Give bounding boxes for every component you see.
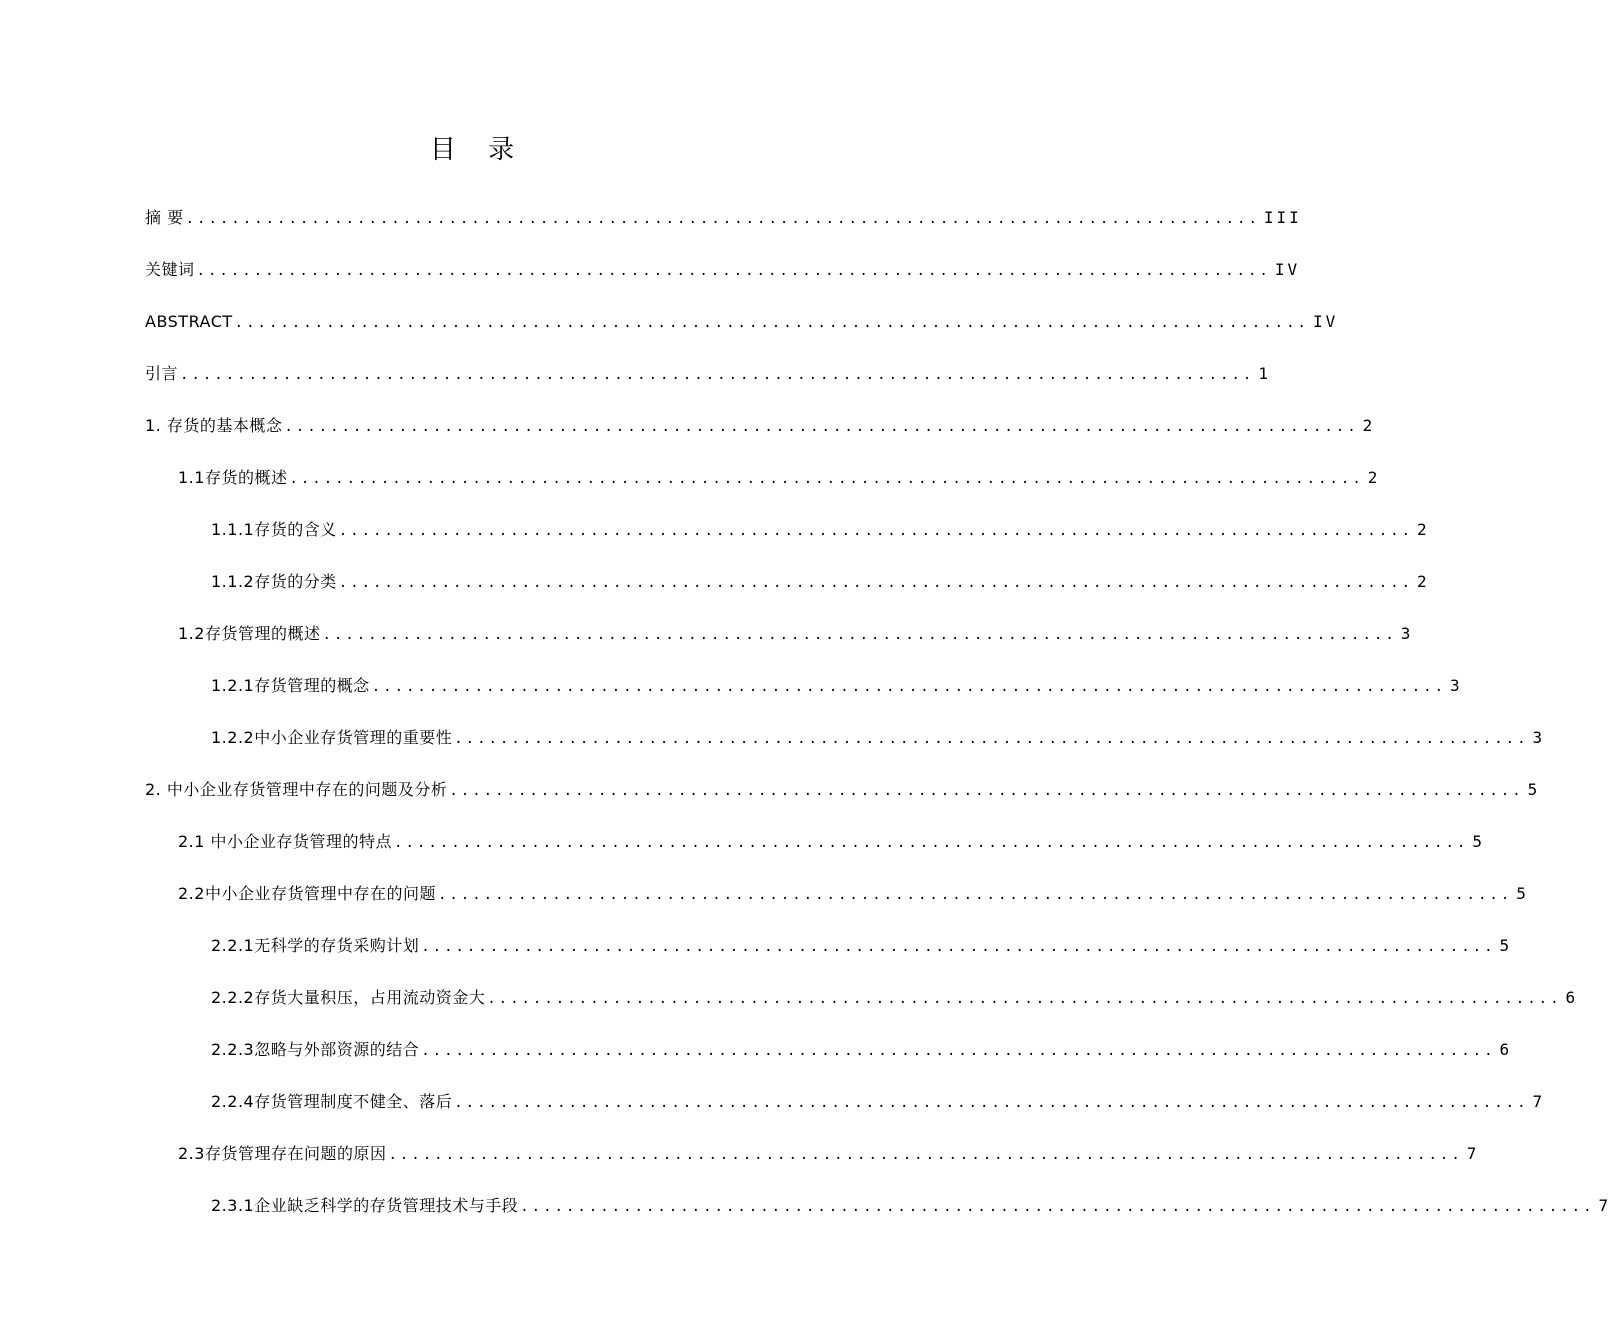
toc-entry-page: 3: [1450, 676, 1463, 695]
toc-entry-label: 2.2.4存货管理制度不健全、落后: [211, 1092, 453, 1111]
toc-entry-label: 1.1.1存货的含义: [211, 520, 337, 539]
toc-entry[interactable]: [211, 569, 1430, 595]
toc-entry-page: 2: [1417, 572, 1430, 591]
toc-entry[interactable]: [145, 205, 1302, 231]
toc-leader: ..............................................................................................: [487, 991, 1562, 1007]
toc-leader: ..............................................................................................: [338, 575, 1414, 591]
toc-entry[interactable]: [145, 257, 1301, 283]
toc-entry-label: 2.1 中小企业存货管理的特点: [178, 832, 393, 851]
toc-leader: ..............................................................................................: [196, 263, 1271, 279]
toc-entry-page: 1: [1258, 364, 1271, 383]
toc-entry-page: 3: [1532, 728, 1546, 747]
toc-entry-page: 3: [1400, 624, 1414, 643]
toc-leader: ..............................................................................................: [421, 1043, 1496, 1059]
toc-leader: ..............................................................................................: [322, 627, 1397, 643]
toc-entry-label: 引言: [145, 364, 179, 383]
toc-entry-label: 2.2.3忽略与外部资源的结合: [211, 1040, 420, 1059]
toc-leader: ..............................................................................................: [394, 835, 1469, 851]
toc-entry[interactable]: [211, 933, 1513, 959]
toc-leader: ..............................................................................................: [338, 523, 1414, 539]
toc-entry[interactable]: [211, 725, 1546, 751]
toc-entry-label: 2.3存货管理存在问题的原因: [178, 1144, 387, 1163]
toc-entry-page: III: [1263, 208, 1302, 227]
toc-entry[interactable]: [145, 361, 1271, 387]
toc-entry[interactable]: [178, 829, 1485, 855]
toc-entry-label: 1. 存货的基本概念: [145, 416, 283, 435]
toc-entry-page: 5: [1516, 884, 1529, 903]
toc-entry-page: 7: [1466, 1144, 1480, 1163]
toc-entry-label: 1.1存货的概述: [178, 468, 288, 487]
toc-leader: ..............................................................................................: [437, 887, 1513, 903]
toc-entry-page: 2: [1362, 416, 1376, 435]
toc-entry-page: 7: [1532, 1092, 1546, 1111]
toc-entry-label: 2.2.1无科学的存货采购计划: [211, 936, 420, 955]
toc-leader: ..............................................................................................: [388, 1147, 1463, 1163]
toc-entry[interactable]: [211, 1193, 1611, 1219]
toc-entry-page: IV: [1312, 312, 1339, 331]
toc-entry[interactable]: [145, 777, 1541, 803]
toc-entry[interactable]: [145, 309, 1339, 335]
toc-entry[interactable]: [178, 1141, 1480, 1167]
toc-entry-label: 2. 中小企业存货管理中存在的问题及分析: [145, 780, 448, 799]
toc-entry-label: 摘 要: [145, 208, 184, 227]
toc-leader: ..............................................................................................: [449, 783, 1524, 799]
toc-entry-label: 1.2.1存货管理的概念: [211, 676, 370, 695]
toc-entry-page: 6: [1565, 988, 1579, 1007]
toc-entry-label: ABSTRACT: [145, 312, 233, 331]
toc-leader: ..............................................................................................: [234, 315, 1309, 331]
toc-entry[interactable]: [178, 465, 1381, 491]
toc-entry-label: 1.2.2中小企业存货管理的重要性: [211, 728, 453, 747]
toc-entry-page: IV: [1274, 260, 1301, 279]
page-title: 目 录: [429, 135, 527, 165]
toc-leader: ..............................................................................................: [421, 939, 1496, 955]
toc-entry-label: 2.3.1企业缺乏科学的存货管理技术与手段: [211, 1196, 519, 1215]
toc-entry-page: 2: [1417, 520, 1430, 539]
toc-entry-page: 6: [1499, 1040, 1513, 1059]
toc-entry-label: 2.2中小企业存货管理中存在的问题: [178, 884, 436, 903]
toc-entry[interactable]: [211, 1037, 1513, 1063]
toc-leader: ..............................................................................................: [454, 731, 1529, 747]
toc-entry[interactable]: [145, 413, 1376, 439]
toc-leader: ..............................................................................................: [284, 419, 1359, 435]
toc-entry[interactable]: [211, 985, 1579, 1011]
toc-leader: ..............................................................................................: [185, 211, 1260, 227]
toc-entry[interactable]: [178, 621, 1414, 647]
toc-entry-page: 5: [1499, 936, 1513, 955]
toc-entry-label: 关键词: [145, 260, 195, 279]
toc-entry[interactable]: [211, 517, 1430, 543]
toc-leader: ..............................................................................................: [289, 471, 1364, 487]
toc-entry-page: 7: [1598, 1196, 1611, 1215]
toc-leader: ..............................................................................................: [180, 367, 1255, 383]
toc-entry[interactable]: [211, 673, 1463, 699]
toc-leader: ..............................................................................................: [520, 1199, 1595, 1215]
toc-entry[interactable]: [211, 1089, 1546, 1115]
toc-entry-label: 1.2存货管理的概述: [178, 624, 321, 643]
toc-entry-page: 5: [1527, 780, 1541, 799]
toc-entry-page: 2: [1367, 468, 1381, 487]
toc-entry[interactable]: [178, 881, 1529, 907]
toc-entry-page: 5: [1472, 832, 1485, 851]
toc-leader: ..............................................................................................: [454, 1095, 1529, 1111]
toc-leader: ..............................................................................................: [371, 679, 1447, 695]
toc-entry-label: 2.2.2存货大量积压，占用流动资金大: [211, 988, 486, 1007]
toc-entry-label: 1.1.2存货的分类: [211, 572, 337, 591]
